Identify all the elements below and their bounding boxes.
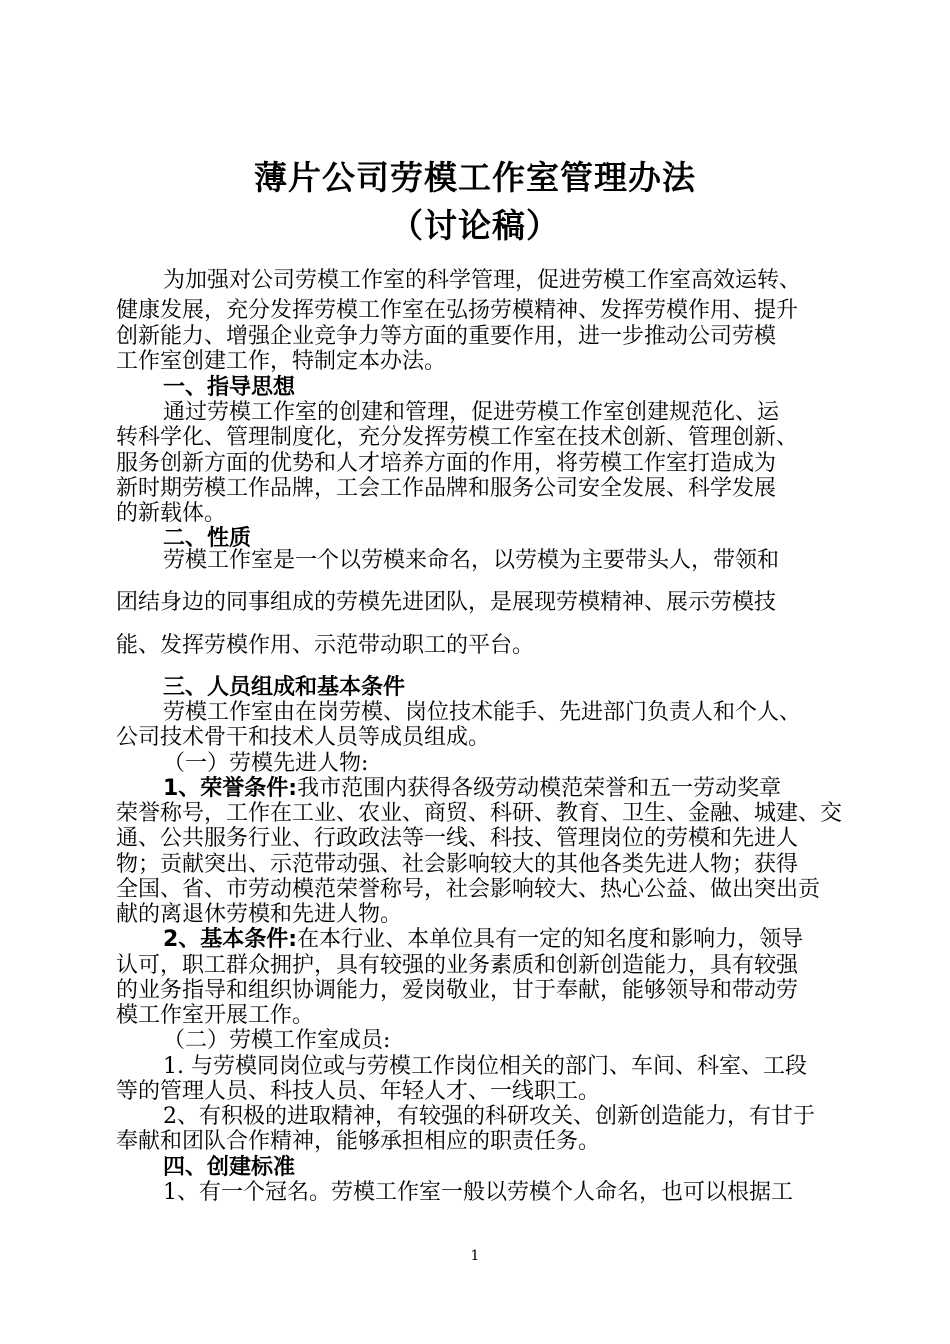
paragraph-line: 等的管理人员、科技人员、年轻人才、一线职工。 [116, 1079, 601, 1104]
honor-condition-text: 我市范围内获得各级劳动模范荣誉和五一劳动奖章 [297, 776, 782, 801]
section-heading: 二、性质 [163, 526, 252, 551]
paragraph-line: 模工作室开展工作。 [116, 1003, 315, 1028]
paragraph-line: 荣誉称号，工作在工业、农业、商贸、科研、教育、卫生、金融、城建、交 [116, 801, 843, 826]
paragraph-line: 健康发展，充分发挥劳模工作室在弘扬劳模精神、发挥劳模作用、提升 [116, 298, 799, 323]
paragraph-line: 创新能力、增强企业竞争力等方面的重要作用，进一步推动公司劳模 [116, 324, 777, 349]
paragraph-line: 为加强对公司劳模工作室的科学管理，促进劳模工作室高效运转、 [163, 268, 802, 293]
paragraph-line: 通、公共服务行业、行政政法等一线、科技、管理岗位的劳模和先进人 [116, 826, 799, 851]
basic-condition-label: 2、基本条件: [163, 927, 298, 952]
paragraph-line: 劳模工作室是一个以劳模来命名，以劳模为主要带头人，带领和 [163, 548, 780, 573]
paragraph-line: 奉献和团队合作精神，能够承担相应的职责任务。 [116, 1129, 601, 1154]
paragraph-line: 服务创新方面的优势和人才培养方面的作用，将劳模工作室打造成为 [116, 451, 777, 476]
paragraph-line: 全国、省、市劳动模范荣誉称号，社会影响较大、热心公益、做出突出贡 [116, 877, 821, 902]
subsection-heading: （二）劳模工作室成员: [163, 1028, 391, 1053]
paragraph-line: 劳模工作室由在岗劳模、岗位技术能手、先进部门负责人和个人、 [163, 700, 802, 725]
honor-condition-label: 1、荣誉条件: [163, 776, 298, 801]
section-heading: 四、创建标准 [163, 1155, 296, 1180]
paragraph-line: 转科学化、管理制度化，充分发挥劳模工作室在技术创新、管理创新、 [116, 425, 799, 450]
paragraph-line: 团结身边的同事组成的劳模先进团队，是展现劳模精神、展示劳模技 [116, 590, 777, 615]
document-title: 薄片公司劳模工作室管理办法 [254, 158, 696, 197]
paragraph-line: 工作室创建工作，特制定本办法。 [116, 349, 447, 374]
section-heading: 一、指导思想 [163, 375, 296, 400]
basic-condition-text: 在本行业、本单位具有一定的知名度和影响力，领导 [297, 927, 804, 952]
paragraph-line: 通过劳模工作室的创建和管理，促进劳模工作室创建规范化、运 [163, 400, 780, 425]
paragraph-line: 2、有积极的进取精神，有较强的科研攻关、创新创造能力，有甘于 [163, 1104, 815, 1129]
paragraph-line: 献的离退休劳模和先进人物。 [116, 902, 403, 927]
paragraph-line: 新时期劳模工作品牌，工会工作品牌和服务公司安全发展、科学发展 [116, 476, 777, 501]
paragraph-line: 的业务指导和组织协调能力，爱岗敬业，甘于奉献，能够领导和带动劳 [116, 978, 799, 1003]
paragraph-line: 公司技术骨干和技术人员等成员组成。 [116, 725, 491, 750]
paragraph-line: 的新载体。 [116, 501, 227, 526]
paragraph-line: 认可，职工群众拥护，具有较强的业务素质和创新创造能力，具有较强 [116, 953, 799, 978]
paragraph-line: 能、发挥劳模作用、示范带动职工的平台。 [116, 633, 535, 658]
paragraph-line: 1、有一个冠名。劳模工作室一般以劳模个人命名，也可以根据工 [163, 1180, 793, 1205]
paragraph-line: 1. 与劳模同岗位或与劳模工作岗位相关的部门、车间、科室、工段 [163, 1054, 807, 1079]
paragraph-line: 物；贡献突出、示范带动强、社会影响较大的其他各类先进人物；获得 [116, 852, 799, 877]
subsection-heading: （一）劳模先进人物: [163, 751, 369, 776]
page-number: 1 [470, 1248, 480, 1264]
section-heading: 三、人员组成和基本条件 [163, 675, 406, 700]
document-subtitle: （讨论稿） [390, 206, 560, 245]
